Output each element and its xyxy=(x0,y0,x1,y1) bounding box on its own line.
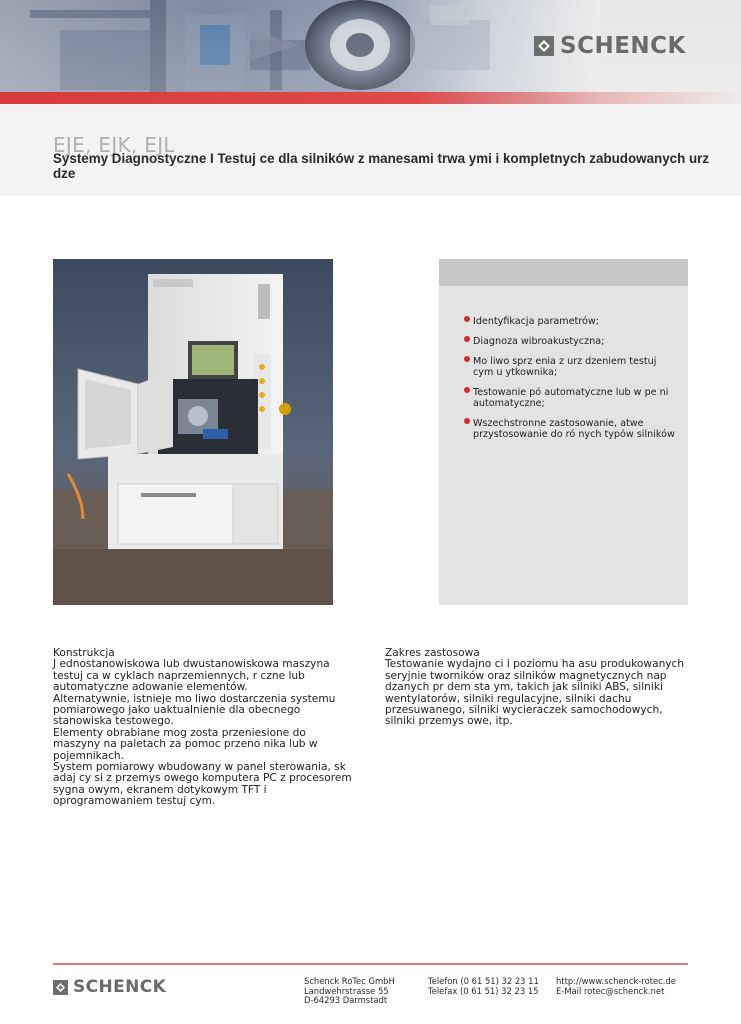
bullet-icon xyxy=(464,387,470,393)
feature-text: Diagnoza wibroakustyczna; xyxy=(473,336,605,347)
test-machine-photo xyxy=(53,259,333,605)
feature-text: Testowanie pó automatyczne lub w pe ni automatyczne; xyxy=(473,387,669,409)
footer-web xyxy=(556,977,676,996)
brand-name: SCHENCK xyxy=(73,977,167,997)
feature-box xyxy=(439,259,688,605)
application-heading: Zakres zastosowa xyxy=(385,647,480,659)
feature-list xyxy=(464,316,679,449)
footer-address xyxy=(304,977,395,1006)
bullet-icon xyxy=(464,356,470,362)
paragraph: System pomiarowy wbudowany w panel sterowania, sk adaj cy si z przemys owego komputera PC z procesorem sygna owym, ekranem dotykowym TFT i oprogramowaniem testuj cym. xyxy=(53,761,352,808)
schenck-logo-icon xyxy=(534,36,554,56)
bullet-icon xyxy=(464,418,470,424)
paragraph: Elementy obrabiane mog zosta przeniesione do maszyny na paletach za pomoc przeno nika lub w pojemnikach. xyxy=(53,726,318,762)
phone: Telefon (0 61 51) 32 23 11 xyxy=(428,976,539,986)
product-subtitle: Systemy Diagnostyczne I Testuj ce dla silników z manesami trwa ymi i kompletnych zabudowanych urz dze xyxy=(53,151,710,181)
schenck-logo-bottom xyxy=(53,977,166,997)
list-item xyxy=(464,387,679,409)
feature-text: Mo liwo sprz enia z urz dzeniem testuj cym u ytkownika; xyxy=(473,356,657,378)
list-item xyxy=(464,418,679,440)
fax: Telefax (0 61 51) 32 23 15 xyxy=(428,985,539,996)
brand-name: SCHENCK xyxy=(560,33,686,59)
bullet-icon xyxy=(464,336,470,342)
company-name: Schenck RoTec GmbH xyxy=(304,976,395,986)
construction-heading: Konstrukcja xyxy=(53,647,115,659)
product-title: EJE, EJK, EJL xyxy=(53,133,175,157)
paragraph: Alternatywnie, istnieje mo liwo dostarczenia systemu pomiarowego jako uaktualnienie dla obecnego stanowiska testowego. xyxy=(53,692,336,728)
bullet-icon xyxy=(464,316,470,322)
header-red-stripe xyxy=(0,92,741,104)
feature-text: Wszechstronne zastosowanie, atwe przystosowanie do ró nych typów silników xyxy=(473,418,675,440)
feature-box-header xyxy=(439,259,688,286)
paragraph: J ednostanowiskowa lub dwustanowiskowa maszyna testuj ca w cyklach naprzemiennych, r czne lub automatyczne adowanie elementów. xyxy=(53,658,330,694)
list-item xyxy=(464,316,679,327)
email-link[interactable]: E-Mail rotec@schenck.net xyxy=(556,985,665,996)
application-column xyxy=(385,648,690,728)
list-item xyxy=(464,336,679,347)
street: Landwehrstrasse 55 xyxy=(304,985,389,996)
schenck-logo-icon xyxy=(53,980,68,995)
feature-text: Identyfikacja parametrów; xyxy=(473,316,600,327)
website-link[interactable]: http://www.schenck-rotec.de xyxy=(556,976,676,986)
footer-divider xyxy=(53,963,688,965)
list-item xyxy=(464,356,679,378)
header-banner xyxy=(0,0,741,195)
schenck-logo-top xyxy=(534,33,686,59)
paragraph: Testowanie wydajno ci i poziomu ha asu produkowanych seryjnie tworników oraz silników magnetycznych nap dzanych pr dem sta ym, takich jak silniki ABS, silniki wentylatorów, silniki regulacyjne, silniki dachu przesuwanego, silniki wycieraczek samochodowych, silniki przemys owe, itp. xyxy=(385,658,685,728)
footer-phones xyxy=(428,977,539,996)
construction-column xyxy=(53,648,353,808)
city: D-64293 Darmstadt xyxy=(304,995,388,1006)
